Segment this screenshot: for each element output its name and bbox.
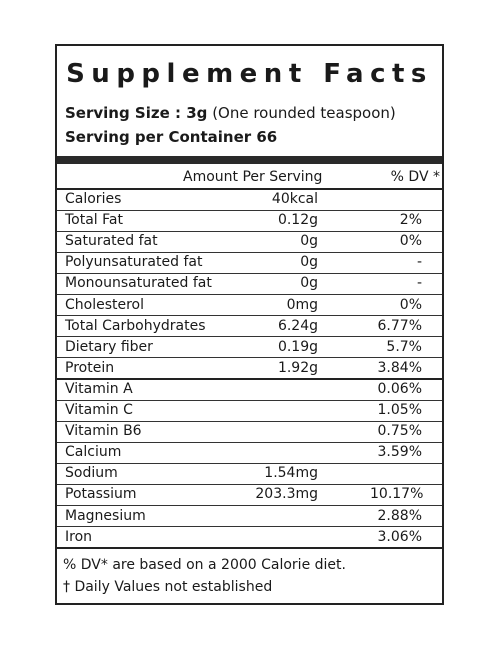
nutrient-name: Calories <box>65 191 122 207</box>
nutrient-row <box>57 527 442 548</box>
nutrient-amount: 0g <box>300 254 318 271</box>
dv-header: % DV * <box>390 169 440 185</box>
nutrient-name: Polyunsaturated fat <box>65 254 203 271</box>
nutrient-dv: 1.05% <box>377 402 422 418</box>
footnote-dv: % DV* are based on a 2000 Calorie diet. <box>63 557 346 573</box>
nutrient-name: Iron <box>65 528 93 545</box>
panel-title: Supplement Facts <box>66 59 433 89</box>
nutrient-amount: 0.12g <box>277 212 318 229</box>
nutrient-dv: 3.06% <box>377 528 422 545</box>
nutrient-name: Magnesium <box>65 507 146 524</box>
nutrient-row <box>57 358 442 379</box>
nutrient-row <box>57 252 442 273</box>
table-header <box>57 166 442 188</box>
nutrient-amount: 0g <box>300 233 318 250</box>
nutrient-row <box>57 295 442 316</box>
nutrient-amount: 6.24g <box>277 317 318 334</box>
footnote-dagger: † Daily Values not established <box>63 579 273 595</box>
nutrient-row <box>57 442 442 463</box>
nutrient-name: Dietary fiber <box>65 338 153 355</box>
nutrient-amount: 40kcal <box>271 191 318 207</box>
nutrient-name: Potassium <box>65 486 137 503</box>
row-divider <box>57 547 442 549</box>
nutrient-row <box>57 379 442 400</box>
nutrient-row <box>57 421 442 442</box>
nutrient-name: Saturated fat <box>65 233 158 250</box>
nutrient-row <box>57 189 442 210</box>
serving-size-note: (One rounded teaspoon) <box>212 104 396 122</box>
nutrient-dv: 3.59% <box>377 444 422 461</box>
nutrient-dv: - <box>416 254 422 271</box>
nutrient-dv: - <box>416 275 422 292</box>
nutrient-name: Vitamin B6 <box>65 423 142 440</box>
amount-header: Amount Per Serving <box>183 169 323 185</box>
nutrient-row <box>57 506 442 527</box>
nutrient-dv: 0% <box>399 296 422 313</box>
nutrient-amount: 1.54mg <box>264 465 318 482</box>
nutrient-amount: 0.19g <box>277 338 318 355</box>
nutrient-name: Monounsaturated fat <box>65 275 212 292</box>
nutrient-dv: 2% <box>399 212 422 229</box>
nutrient-dv: 0% <box>399 233 422 250</box>
nutrient-dv: 10.17% <box>370 486 424 503</box>
nutrient-amount: 203.3mg <box>255 486 318 503</box>
nutrient-dv: 0.06% <box>377 380 422 397</box>
nutrient-name: Total Fat <box>65 212 123 229</box>
nutrient-name: Cholesterol <box>65 296 145 313</box>
nutrient-name: Vitamin A <box>65 380 133 397</box>
serving-size <box>65 103 396 123</box>
nutrient-row <box>57 400 442 421</box>
servings-per-container: Serving per Container 66 <box>65 128 278 146</box>
nutrient-row <box>57 463 442 484</box>
nutrient-row <box>57 210 442 231</box>
nutrient-row <box>57 337 442 358</box>
nutrient-dv: 6.77% <box>377 317 422 334</box>
nutrient-name: Total Carbohydrates <box>65 317 206 334</box>
nutrient-name: Protein <box>65 359 115 376</box>
nutrient-row <box>57 484 442 505</box>
nutrient-amount: 0g <box>300 275 318 292</box>
nutrient-dv: 5.7% <box>386 338 422 355</box>
serving-size-label: Serving Size : 3g <box>65 104 208 122</box>
nutrient-row <box>57 273 442 294</box>
nutrient-amount: 1.92g <box>277 359 318 376</box>
nutrient-row <box>57 316 442 337</box>
nutrient-row <box>57 231 442 252</box>
nutrient-dv: 2.88% <box>377 507 422 524</box>
supplement-facts-panel <box>55 44 444 605</box>
nutrient-amount: 0mg <box>286 296 318 313</box>
nutrient-name: Calcium <box>65 444 122 461</box>
nutrient-name: Sodium <box>65 465 118 482</box>
nutrient-dv: 3.84% <box>377 359 422 376</box>
nutrient-dv: 0.75% <box>377 423 422 440</box>
thick-divider <box>57 156 442 164</box>
nutrient-name: Vitamin C <box>65 402 133 418</box>
